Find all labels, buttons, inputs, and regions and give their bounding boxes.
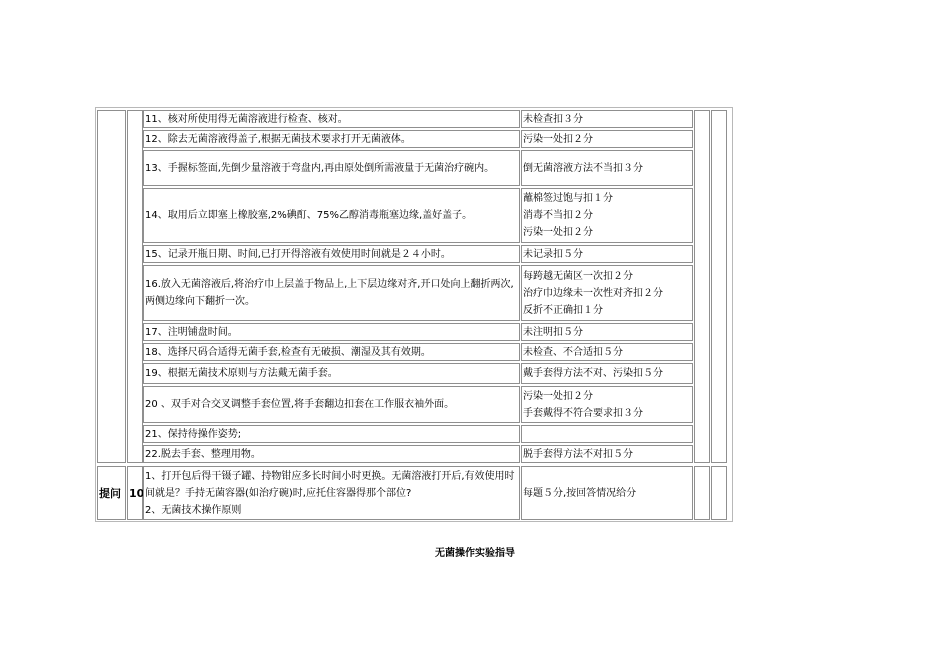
deduction-text: 治疗巾边缘未一次性对齐扣２分: [523, 287, 663, 299]
step-text: 12、除去无菌溶液得盖子,根据无菌技术要求打开无菌液体。: [145, 133, 411, 145]
step-cell: [143, 150, 520, 186]
deduction-text: 未检查扣３分: [523, 113, 583, 125]
step-cell: [143, 245, 520, 263]
right-col-1: [694, 466, 710, 520]
step-text: 13、手握标签面,先倒少量溶液于弯盘内,再由原处倒所需液量于无菌治疗碗内。: [145, 162, 495, 174]
step-cell: [143, 363, 520, 384]
deduction-text: 污染一处扣２分: [523, 227, 593, 238]
step-text: 16.放入无菌溶液后,将治疗巾上层盖于物品上,上下层边缘对齐,开口处向上翻折两次,两侧边缘向下翻折一次。: [145, 279, 514, 307]
step-cell: [143, 445, 520, 463]
right-col-2: [711, 466, 727, 520]
deduction-cell: [521, 245, 693, 263]
deduction-cell: [521, 150, 693, 186]
question-line: 1、打开包后得干镊子罐、持物钳应多长时间小时更换。无菌溶液打开后,有效使用时间就是？手持无菌容器(如治疗碗)时,应托住容器得那个部位?: [145, 470, 515, 499]
deduction-cell: [521, 425, 693, 443]
question-label-cell: [97, 466, 126, 520]
question-label: 提问: [99, 486, 121, 500]
step-cell: [143, 188, 520, 243]
step-text: 15、记录开瓶日期、时间,已打开得溶液有效使用时间就是２４小时。: [145, 248, 451, 260]
step-text: 11、核对所使用得无菌溶液进行检查、核对。: [145, 113, 348, 125]
deduction-text: 未检查、不合适扣５分: [523, 346, 623, 358]
step-cell: [143, 425, 520, 443]
right-col-1: [694, 110, 710, 463]
deduction-text: 反折不正确扣１分: [523, 304, 603, 316]
question-deduction: 每题５分,按回答情况给分: [523, 487, 637, 499]
step-cell: [143, 323, 520, 341]
question-deduction-cell: [521, 466, 693, 520]
question-text-cell: [143, 466, 520, 520]
step-text: 17、注明铺盘时间。: [145, 326, 238, 338]
step-cell: [143, 265, 520, 321]
deduction-cell: [521, 130, 693, 148]
step-text: 18、选择尺码合适得无菌手套,检查有无破损、潮湿及其有效期。: [145, 346, 431, 358]
deduction-cell: [521, 363, 693, 384]
deduction-cell: [521, 188, 693, 243]
score-cell: [127, 110, 143, 463]
step-text: 14、取用后立即塞上橡胶塞,2%碘酊、75%乙醇消毒瓶塞边缘,盖好盖子。: [145, 210, 473, 221]
step-cell: [143, 110, 520, 128]
step-text: 19、根据无菌技术原则与方法戴无菌手套。: [145, 368, 338, 379]
deduction-text: 倒无菌溶液方法不当扣３分: [523, 162, 643, 174]
deduction-text: 污染一处扣２分: [523, 133, 593, 145]
step-text: 20 、双手对合交叉调整手套位置,将手套翻边扣套在工作服衣袖外面。: [145, 399, 455, 410]
deduction-cell: [521, 445, 693, 463]
deduction-text: 消毒不当扣２分: [523, 210, 593, 221]
deduction-text: 未注明扣５分: [523, 326, 583, 338]
deduction-text: 蘸棉签过饱与扣１分: [523, 193, 613, 204]
step-cell: [143, 386, 520, 423]
deduction-text: 脱手套得方法不对扣５分: [523, 448, 633, 460]
step-cell: [143, 130, 520, 148]
deduction-cell: [521, 110, 693, 128]
deduction-text: 手套戴得不符合要求扣３分: [523, 407, 643, 419]
deduction-text: 未记录扣５分: [523, 248, 583, 260]
step-cell: [143, 343, 520, 361]
deduction-cell: [521, 265, 693, 321]
question-score-cell: [127, 466, 143, 520]
deduction-text: 每跨越无菌区一次扣２分: [523, 270, 633, 282]
deduction-text: 污染一处扣２分: [523, 390, 593, 402]
question-line: 2、无菌技术操作原则: [145, 504, 242, 516]
step-text: 22.脱去手套、整理用物。: [145, 448, 261, 460]
category-cell: [97, 110, 126, 463]
document-caption: 无菌操作实验指导: [435, 548, 515, 559]
deduction-cell: [521, 343, 693, 361]
step-text: 21、保持待操作姿势;: [145, 428, 242, 440]
deduction-cell: [521, 386, 693, 423]
deduction-text: 戴手套得方法不对、污染扣５分: [523, 368, 663, 379]
deduction-cell: [521, 323, 693, 341]
right-col-2: [711, 110, 727, 463]
question-score: 10: [129, 486, 145, 500]
